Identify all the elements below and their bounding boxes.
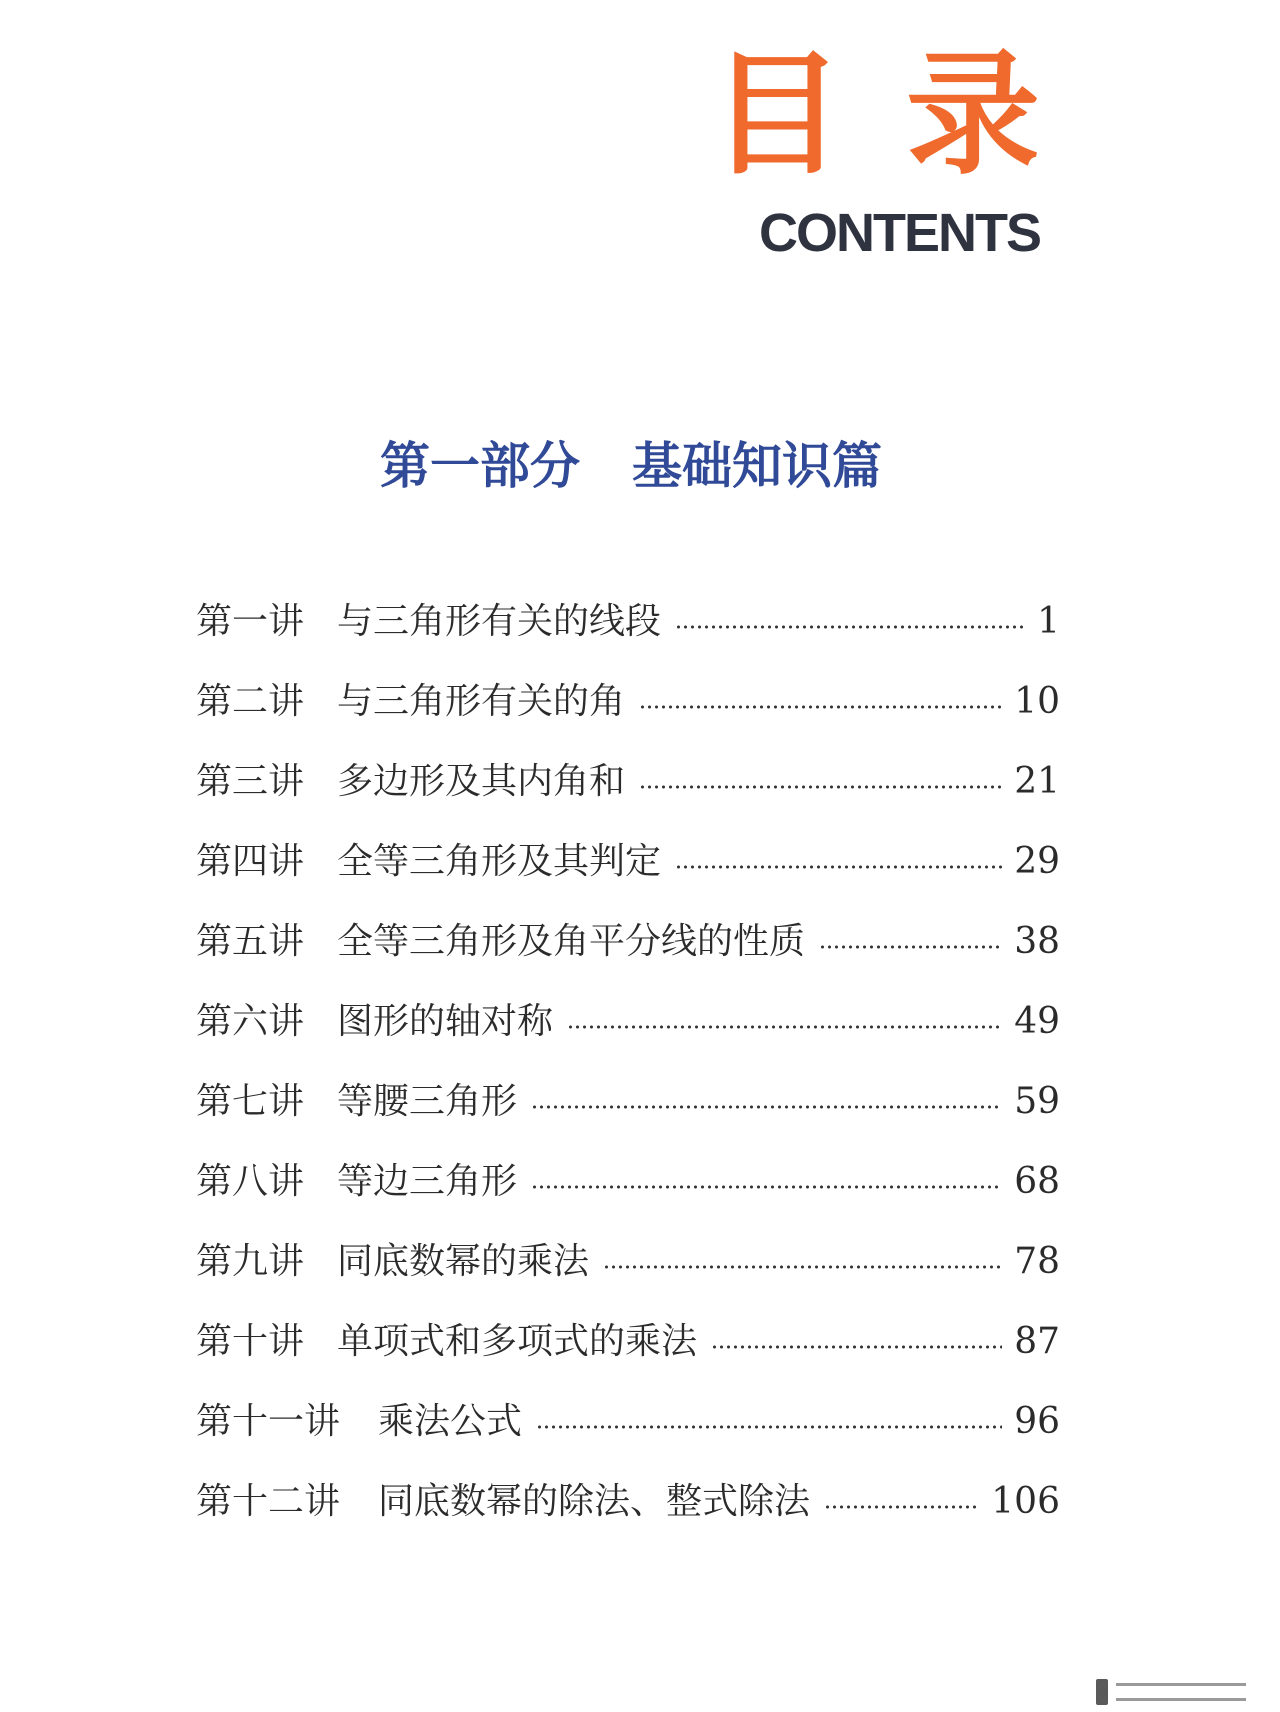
- toc-entry-page: 1: [1037, 601, 1060, 642]
- toc-entry-page: 38: [1014, 921, 1060, 962]
- toc-entry[interactable]: [196, 822, 1060, 902]
- toc-entry[interactable]: [196, 982, 1060, 1062]
- toc-entry-title: 与三角形有关的角: [337, 681, 626, 722]
- toc-entry[interactable]: [196, 1462, 1060, 1542]
- toc-entry-number: 第七讲: [196, 1081, 305, 1122]
- toc-entry[interactable]: [196, 742, 1060, 822]
- toc-entry-number: 第五讲: [196, 921, 305, 962]
- toc-entry-title: 图形的轴对称: [337, 1001, 554, 1042]
- toc-entry-number: 第一讲: [196, 601, 305, 642]
- contents-title-english: CONTENTS: [759, 203, 1040, 263]
- toc-entry-page: 96: [1014, 1401, 1060, 1442]
- toc-entry-page: 21: [1014, 761, 1060, 802]
- toc-entry-number: 第八讲: [196, 1161, 305, 1202]
- toc-entry-number: 第十二讲: [196, 1481, 341, 1522]
- corner-line-icon: [1116, 1683, 1246, 1701]
- toc-leader-dots: [675, 865, 1002, 869]
- toc-entry-page: 59: [1014, 1081, 1060, 1122]
- toc-leader-dots: [639, 785, 1002, 789]
- toc-entry-title: 全等三角形及角平分线的性质: [337, 921, 806, 962]
- toc-leader-dots: [531, 1185, 1002, 1189]
- toc-entry[interactable]: [196, 662, 1060, 742]
- toc-entry-title: 与三角形有关的线段: [337, 601, 662, 642]
- toc-entry-page: 49: [1014, 1001, 1060, 1042]
- toc-entry-number: 第六讲: [196, 1001, 305, 1042]
- toc-leader-dots: [603, 1265, 1002, 1269]
- page-corner-mark: [1096, 1678, 1246, 1706]
- toc-entry-title: 同底数幂的乘法: [337, 1241, 590, 1282]
- part-title: 基础知识篇: [632, 436, 882, 495]
- toc-entry-page: 87: [1014, 1321, 1060, 1362]
- toc-entry-title: 同底数幂的除法、整式除法: [378, 1481, 811, 1522]
- toc-entry[interactable]: [196, 1222, 1060, 1302]
- toc-leader-dots: [824, 1505, 979, 1509]
- toc-entry-title: 等腰三角形: [337, 1081, 518, 1122]
- toc-entry-title: 等边三角形: [337, 1161, 518, 1202]
- toc-entry-number: 第三讲: [196, 761, 305, 802]
- toc-entry-number: 第二讲: [196, 681, 305, 722]
- toc-entry-title: 单项式和多项式的乘法: [337, 1321, 698, 1362]
- toc-leader-dots: [675, 625, 1025, 629]
- part-label: 第一部分: [380, 436, 580, 495]
- toc-leader-dots: [567, 1025, 1002, 1029]
- toc-entry-title: 乘法公式: [378, 1401, 523, 1442]
- toc-entry-page: 68: [1014, 1161, 1060, 1202]
- toc-leader-dots: [711, 1345, 1002, 1349]
- toc-entry-page: 106: [991, 1481, 1060, 1522]
- toc-entry-title: 全等三角形及其判定: [337, 841, 662, 882]
- toc-entry-number: 第十一讲: [196, 1401, 341, 1442]
- toc-leader-dots: [819, 945, 1002, 949]
- toc-leader-dots: [639, 705, 1002, 709]
- toc-entry[interactable]: [196, 1062, 1060, 1142]
- toc-entry[interactable]: [196, 1302, 1060, 1382]
- toc-entry-page: 29: [1014, 841, 1060, 882]
- corner-bar-icon: [1096, 1679, 1108, 1705]
- toc-entry-number: 第九讲: [196, 1241, 305, 1282]
- toc-entry-title: 多边形及其内角和: [337, 761, 626, 802]
- toc-entry[interactable]: [196, 582, 1060, 662]
- table-of-contents: [196, 582, 1060, 1542]
- toc-entry[interactable]: [196, 1382, 1060, 1462]
- toc-entry[interactable]: [196, 902, 1060, 982]
- toc-entry-page: 10: [1014, 681, 1060, 722]
- toc-leader-dots: [531, 1105, 1002, 1109]
- part-heading: [0, 436, 1262, 496]
- toc-entry[interactable]: [196, 1142, 1060, 1222]
- contents-title-chinese: 目录: [709, 37, 1102, 193]
- toc-entry-number: 第十讲: [196, 1321, 305, 1362]
- toc-entry-number: 第四讲: [196, 841, 305, 882]
- toc-entry-page: 78: [1014, 1241, 1060, 1282]
- toc-leader-dots: [536, 1425, 1002, 1429]
